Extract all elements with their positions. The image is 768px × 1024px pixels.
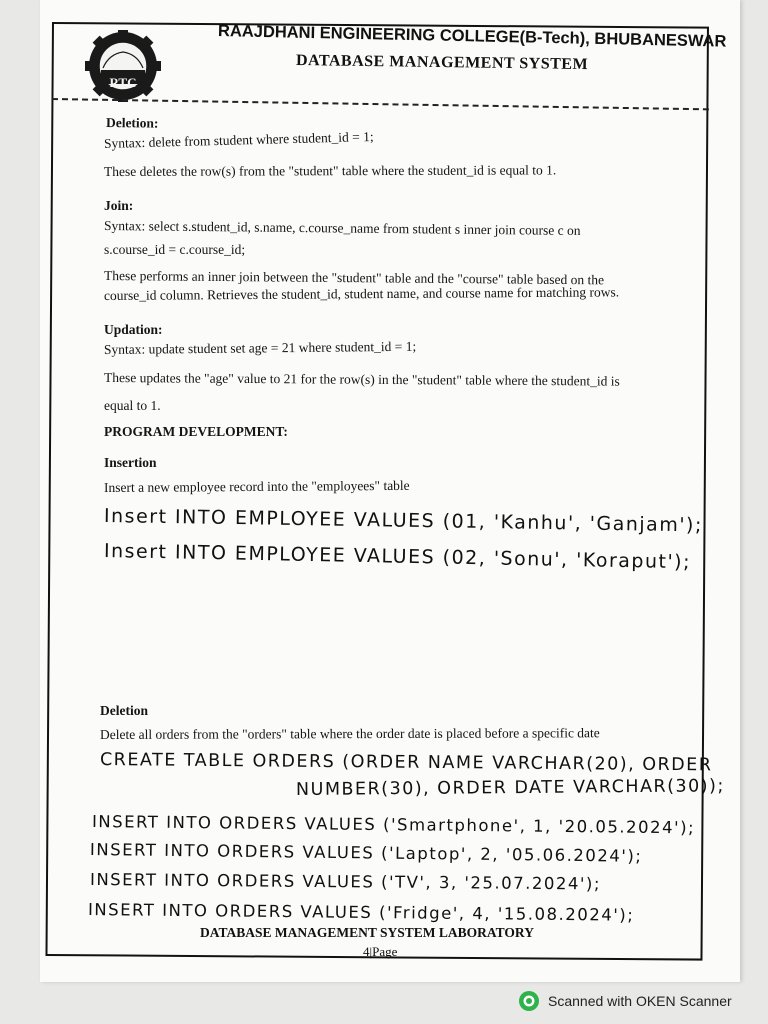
join-description-line2: course_id column. Retrieves the student_id, student name, and course name for matching rows. xyxy=(103,284,620,303)
join-description-line1: These performs an inner join between the "student" table and the "course" table based on the xyxy=(103,268,605,288)
program-development-heading: PROGRAM DEVELOPMENT: xyxy=(104,424,288,439)
handwritten-insert-2: Insert INTO EMPLOYEE VALUES (02, 'Sonu', 'Koraput'); xyxy=(103,540,692,574)
page-number: 4|Page xyxy=(363,944,398,959)
deletion2-description: Delete all orders from the "orders" table where the order date is placed before a specific date xyxy=(99,725,600,742)
join-syntax-line1: Syntax: select s.student_id, s.name, c.course_name from student s inner join course c on xyxy=(103,218,581,238)
join-heading: Join: xyxy=(104,198,134,213)
updation-syntax: Syntax: update student set age = 21 where student_id = 1; xyxy=(103,338,417,357)
scanner-watermark xyxy=(518,990,732,1012)
handwritten-create-1: CREATE TABLE ORDERS (ORDER NAME VARCHAR(20), ORDER xyxy=(99,750,713,776)
handwritten-order-3: INSERT INTO ORDERS VALUES ('TV', 3, '25.07.2024'); xyxy=(89,870,602,894)
join-syntax-line2: s.course_id = c.course_id; xyxy=(104,242,246,257)
updation-description-line2: equal to 1. xyxy=(104,398,161,413)
lab-footer: DATABASE MANAGEMENT SYSTEM LABORATORY xyxy=(200,925,534,940)
deletion-syntax: Syntax: delete from student where student_id = 1; xyxy=(103,128,374,151)
deletion2-heading: Deletion xyxy=(100,703,148,718)
handwritten-order-4: INSERT INTO ORDERS VALUES ('Fridge', 4, '15.08.2024'); xyxy=(87,900,635,925)
handwritten-order-2: INSERT INTO ORDERS VALUES ('Laptop', 2, '05.06.2024'); xyxy=(89,840,643,866)
handwritten-order-1: INSERT INTO ORDERS VALUES ('Smartphone', 1, '20.05.2024'); xyxy=(91,812,696,838)
deletion-heading: Deletion: xyxy=(105,115,159,131)
handwritten-create-2: NUMBER(30), ORDER DATE VARCHAR(30)); xyxy=(295,776,725,800)
college-name: RAAJDHANI ENGINEERING COLLEGE(B-Tech), BHUBANESWAR xyxy=(217,22,727,51)
deletion-description: These deletes the row(s) from the "student" table where the student_id is equal to 1. xyxy=(103,162,557,179)
college-logo xyxy=(68,30,178,102)
insertion-description: Insert a new employee record into the "employees" table xyxy=(103,477,410,495)
insertion-heading: Insertion xyxy=(104,455,157,470)
updation-description-line1: These updates the "age" value to 21 for the row(s) in the "student" table where the student_id is xyxy=(103,370,620,389)
logo-text: RTC xyxy=(109,75,137,90)
scanner-label: Scanned with OKEN Scanner xyxy=(548,993,732,1009)
oken-logo-icon xyxy=(518,990,540,1012)
subject-title: DATABASE MANAGEMENT SYSTEM xyxy=(295,52,589,74)
updation-heading: Updation: xyxy=(104,322,163,337)
handwritten-insert-1: Insert INTO EMPLOYEE VALUES (01, 'Kanhu', 'Ganjam'); xyxy=(103,505,704,537)
